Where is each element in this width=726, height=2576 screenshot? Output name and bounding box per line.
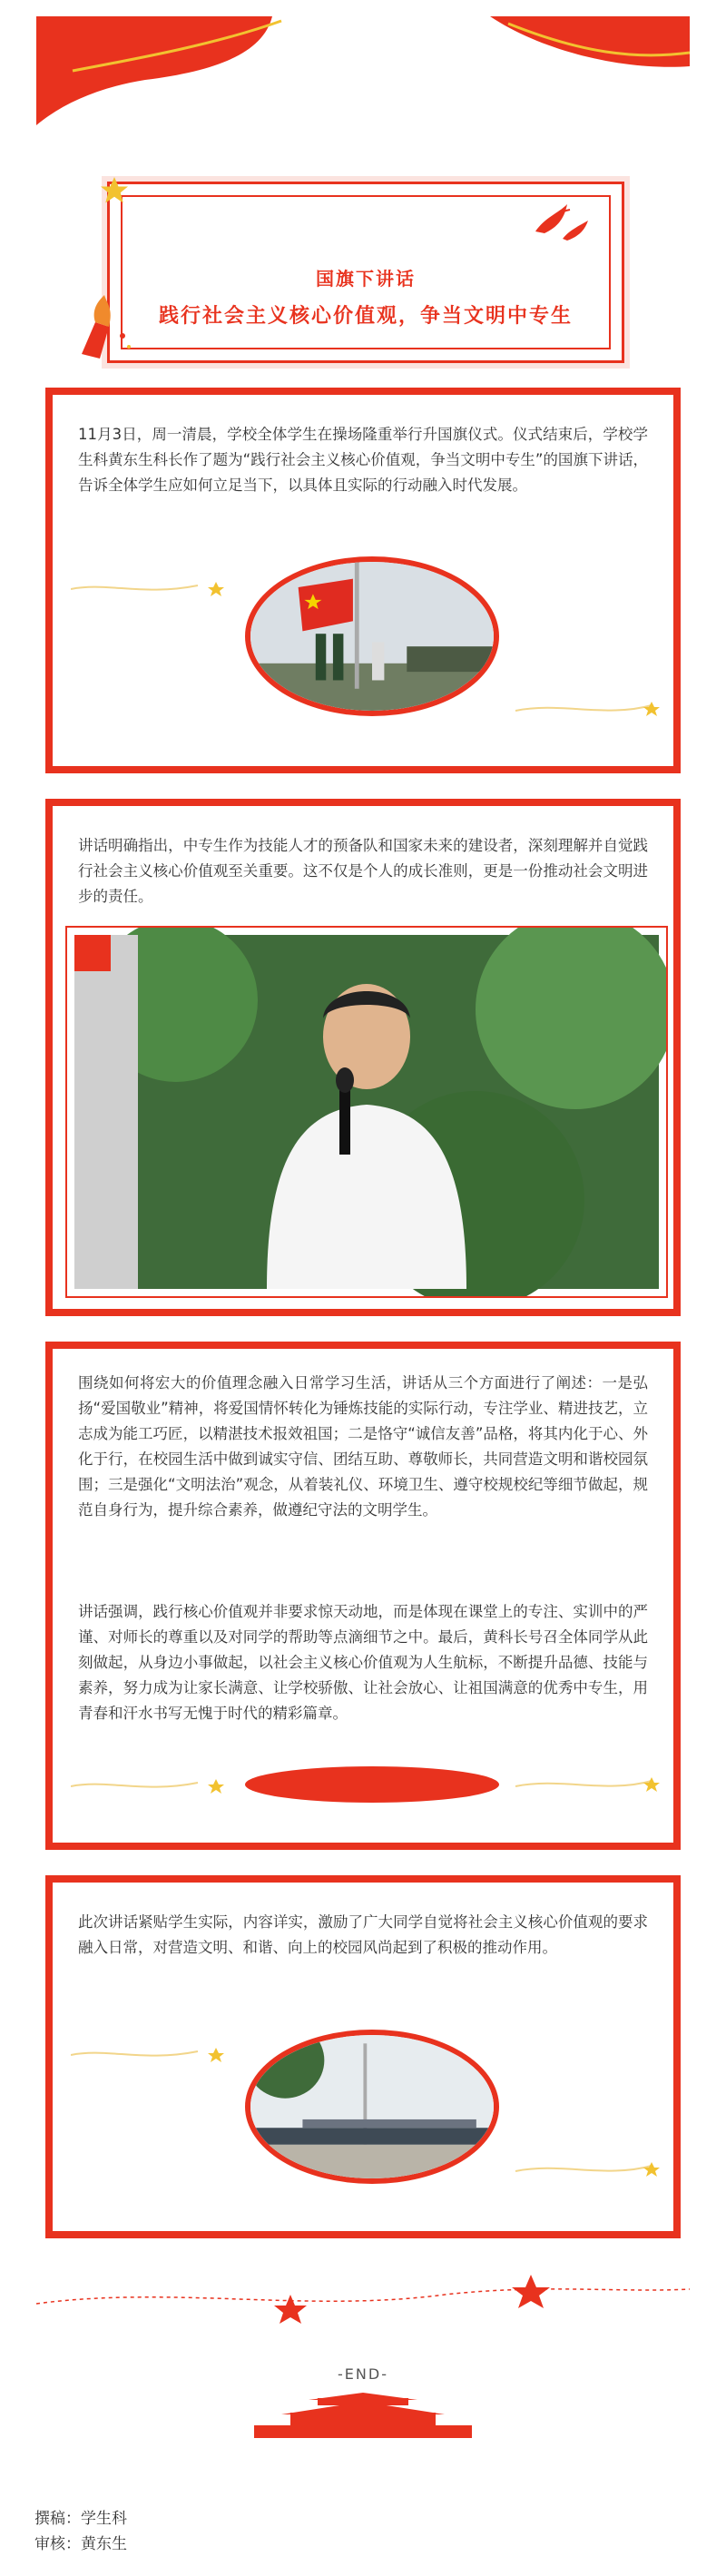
tiananmen-silhouette-icon [254,2393,472,2438]
wave-divider [71,2039,243,2066]
section-1-text: 11月3日，周一清晨，学校全体学生在操场隆重举行升国旗仪式。仪式结束后，学校学生科黄东生科长作了题为“践行社会主义核心价值观，争当文明中专生”的国旗下讲话，告诉全体学生应如何立足当下，以具体且实际的行动融入时代发展。 [78,426,648,494]
author-credit: 撰稿：学生科 [34,2510,127,2528]
header-subtitle: 国旗下讲话 [316,268,416,290]
section-card-1 [45,388,681,773]
top-banner-decoration [36,16,690,125]
campus-assembly-photo [245,2030,499,2184]
ellipse-photo-placeholder [245,1766,499,1803]
wave-divider [71,1770,243,1797]
bottom-stars-decoration [36,2267,690,2340]
speaker-photo-frame [65,926,668,1298]
wave-divider [497,2155,670,2182]
section-card-4 [45,1875,681,2238]
section-3-text-1: 围绕如何将宏大的价值理念融入日常学习生活，讲话从三个方面进行了阐述：一是弘扬“爱国敬业”精神，将爱国情怀转化为锤炼技能的实际行动，专注学业、精进技艺，立志成为能工巧匠，以精湛技术报效祖国；二是恪守“诚信友善”品格，将其内化于心、外化于行，在校园生活中做到诚实守信、团结互助、尊敬师长，共同营造文明和谐校园氛围；三是强化“文明法治”观念，从着装礼仪、环境卫生、遵守校规校纪等细节做起，规范自身行为，提升综合素养，做遵纪守法的文明学生。 [78,1374,648,1519]
wave-divider [497,1770,670,1797]
speaker-photo [67,928,666,1296]
section-3-text-2: 讲话强调，践行核心价值观并非要求惊天动地，而是体现在课堂上的专注、实训中的严谨、对师长的尊重以及对同学的帮助等点滴细节之中。最后，黄科长号召全体同学从此刻做起，从身边小事做起，以社会主义核心价值观为人生航标，不断提升品德、技能与素养，努力成为让家长满意、让学校骄傲、让社会放心、让祖国满意的优秀中专生，用青春和汗水书写无愧于时代的精彩篇章。 [78,1603,648,1722]
end-label: -END- [338,2365,388,2383]
section-4-text: 此次讲话紧贴学生实际，内容详实，激励了广大同学自觉将社会主义核心价值观的要求融入日常，对营造文明、和谐、向上的校园风尚起到了积极的推动作用。 [78,1913,648,1956]
flag-raising-photo [245,556,499,716]
wave-divider [71,573,243,600]
star-icon [98,174,131,207]
torch-hand-icon [64,290,145,363]
section-card-3 [45,1342,681,1850]
reviewer-credit: 审核：黄东生 [34,2535,127,2553]
section-card-2 [45,799,681,1316]
section-2-text: 讲话明确指出，中专生作为技能人才的预备队和国家未来的建设者，深刻理解并自觉践行社会主义核心价值观至关重要。这不仅是个人的成长准则，更是一份推动社会文明进步的责任。 [78,837,648,905]
wave-divider [497,694,670,722]
header-title: 践行社会主义核心价值观，争当文明中专生 [158,305,573,328]
doves-icon [526,195,594,245]
